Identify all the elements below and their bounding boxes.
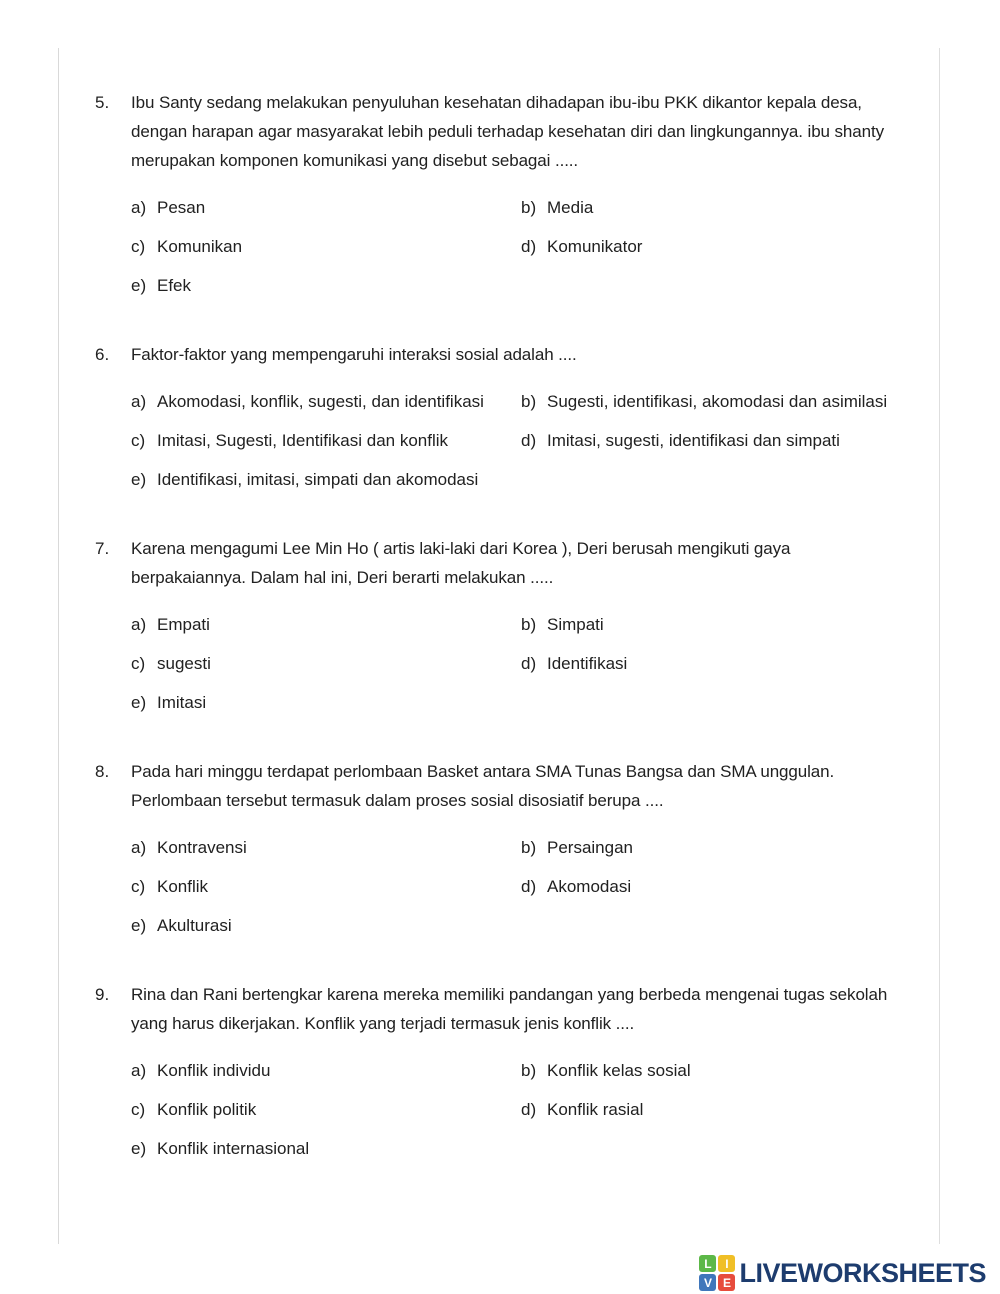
- option-label: Persaingan: [547, 838, 634, 857]
- option-label: Komunikan: [157, 237, 243, 256]
- question-8: [95, 757, 911, 936]
- option-letter: b): [521, 1061, 537, 1080]
- option-b[interactable]: [521, 838, 911, 858]
- option-c[interactable]: [131, 654, 521, 674]
- question-body: [131, 757, 911, 936]
- option-label: Konflik: [157, 877, 209, 896]
- option-label: Imitasi, Sugesti, Identifikasi dan konflik: [157, 431, 449, 450]
- question-5: [95, 88, 911, 296]
- option-letter: c): [131, 877, 146, 896]
- option-label: Akomodasi, konflik, sugesti, dan identifikasi: [157, 392, 484, 411]
- option-label: Konflik kelas sosial: [547, 1061, 691, 1080]
- option-b[interactable]: [521, 615, 911, 635]
- option-a[interactable]: [131, 198, 521, 218]
- option-b[interactable]: [521, 198, 911, 218]
- options-list: [131, 392, 911, 490]
- logo-tile-l: L: [699, 1255, 716, 1272]
- option-c[interactable]: [131, 237, 521, 257]
- brand-wordmark: LIVEWORKSHEETS: [739, 1257, 986, 1288]
- question-9: [95, 980, 911, 1159]
- option-label: Empati: [157, 615, 210, 634]
- question-number: 9.: [95, 985, 110, 1004]
- question-number: 6.: [95, 345, 110, 364]
- logo-tile-i: I: [718, 1255, 735, 1272]
- option-c[interactable]: [131, 431, 521, 451]
- question-number: 5.: [95, 93, 110, 112]
- option-label: Sugesti, identifikasi, akomodasi dan asimilasi: [547, 392, 888, 411]
- question-number: 7.: [95, 539, 110, 558]
- question-body: [131, 340, 911, 490]
- option-letter: e): [131, 470, 147, 489]
- option-letter: b): [521, 838, 537, 857]
- option-label: sugesti: [157, 654, 211, 673]
- option-b[interactable]: [521, 392, 911, 412]
- option-letter: d): [521, 431, 537, 450]
- option-letter: b): [521, 392, 537, 411]
- option-letter: c): [131, 237, 146, 256]
- option-letter: a): [131, 615, 147, 634]
- option-d[interactable]: [521, 431, 911, 451]
- option-letter: c): [131, 1100, 146, 1119]
- option-label: Konflik politik: [157, 1100, 257, 1119]
- option-letter: a): [131, 838, 147, 857]
- option-e[interactable]: [131, 470, 521, 490]
- option-letter: a): [131, 198, 147, 217]
- option-label: Konflik rasial: [547, 1100, 644, 1119]
- option-letter: d): [521, 877, 537, 896]
- question-text: Karena mengagumi Lee Min Ho ( artis laki-laki dari Korea ), Deri berusah mengikuti gaya berpakaiannya. Dalam hal ini, Deri berarti melakukan .....: [131, 539, 791, 587]
- option-d[interactable]: [521, 1100, 911, 1120]
- footer: [699, 1255, 986, 1291]
- option-letter: e): [131, 693, 147, 712]
- option-label: Konflik individu: [157, 1061, 271, 1080]
- question-text: Ibu Santy sedang melakukan penyuluhan kesehatan dihadapan ibu-ibu PKK dikantor kepala desa, dengan harapan agar masyarakat lebih peduli terhadap kesehatan diri dan lingkungannya. ibu shanty merupakan komponen komunikasi yang disebut sebagai .....: [131, 93, 885, 170]
- worksheet-page: [58, 48, 940, 1244]
- option-label: Simpati: [547, 615, 604, 634]
- liveworksheets-logo-icon: [699, 1255, 735, 1291]
- option-e[interactable]: [131, 1139, 521, 1159]
- option-a[interactable]: [131, 1061, 521, 1081]
- option-label: Konflik internasional: [157, 1139, 310, 1158]
- option-letter: d): [521, 1100, 537, 1119]
- option-b[interactable]: [521, 1061, 911, 1081]
- option-letter: b): [521, 615, 537, 634]
- question-number: 8.: [95, 762, 110, 781]
- options-list: [131, 838, 911, 936]
- option-letter: b): [521, 198, 537, 217]
- option-a[interactable]: [131, 838, 521, 858]
- option-d[interactable]: [521, 877, 911, 897]
- option-label: Pesan: [157, 198, 206, 217]
- option-label: Efek: [157, 276, 192, 295]
- option-letter: a): [131, 392, 147, 411]
- question-6: [95, 340, 911, 490]
- option-c[interactable]: [131, 1100, 521, 1120]
- logo-tile-e: E: [718, 1274, 735, 1291]
- option-label: Akomodasi: [547, 877, 632, 896]
- option-e[interactable]: [131, 693, 521, 713]
- option-label: Komunikator: [547, 237, 643, 256]
- option-letter: e): [131, 1139, 147, 1158]
- question-body: [131, 980, 911, 1159]
- options-list: [131, 198, 911, 296]
- question-7: [95, 534, 911, 713]
- option-letter: d): [521, 237, 537, 256]
- question-text: Pada hari minggu terdapat perlombaan Basket antara SMA Tunas Bangsa dan SMA unggulan. Perlombaan tersebut termasuk dalam proses sosial disosiatif berupa ....: [131, 762, 835, 810]
- option-letter: c): [131, 431, 146, 450]
- option-c[interactable]: [131, 877, 521, 897]
- option-e[interactable]: [131, 276, 521, 296]
- options-list: [131, 615, 911, 713]
- question-body: [131, 88, 911, 296]
- option-label: Media: [547, 198, 594, 217]
- option-label: Imitasi, sugesti, identifikasi dan simpati: [547, 431, 840, 450]
- option-a[interactable]: [131, 392, 521, 412]
- option-label: Kontravensi: [157, 838, 247, 857]
- logo-tile-v: V: [699, 1274, 716, 1291]
- option-e[interactable]: [131, 916, 521, 936]
- worksheet-content: [59, 48, 939, 1159]
- question-text: Faktor-faktor yang mempengaruhi interaksi sosial adalah ....: [131, 345, 577, 364]
- option-letter: a): [131, 1061, 147, 1080]
- option-letter: c): [131, 654, 146, 673]
- option-letter: e): [131, 276, 147, 295]
- option-letter: e): [131, 916, 147, 935]
- option-d[interactable]: [521, 654, 911, 674]
- option-a[interactable]: [131, 615, 521, 635]
- option-letter: d): [521, 654, 537, 673]
- option-d[interactable]: [521, 237, 911, 257]
- option-label: Imitasi: [157, 693, 207, 712]
- question-body: [131, 534, 911, 713]
- options-list: [131, 1061, 911, 1159]
- liveworksheets-logo[interactable]: [699, 1255, 986, 1291]
- option-label: Identifikasi: [547, 654, 628, 673]
- question-text: Rina dan Rani bertengkar karena mereka memiliki pandangan yang berbeda mengenai tugas sekolah yang harus dikerjakan. Konflik yang terjadi termasuk jenis konflik ....: [131, 985, 888, 1033]
- option-label: Akulturasi: [157, 916, 232, 935]
- option-label: Identifikasi, imitasi, simpati dan akomodasi: [157, 470, 479, 489]
